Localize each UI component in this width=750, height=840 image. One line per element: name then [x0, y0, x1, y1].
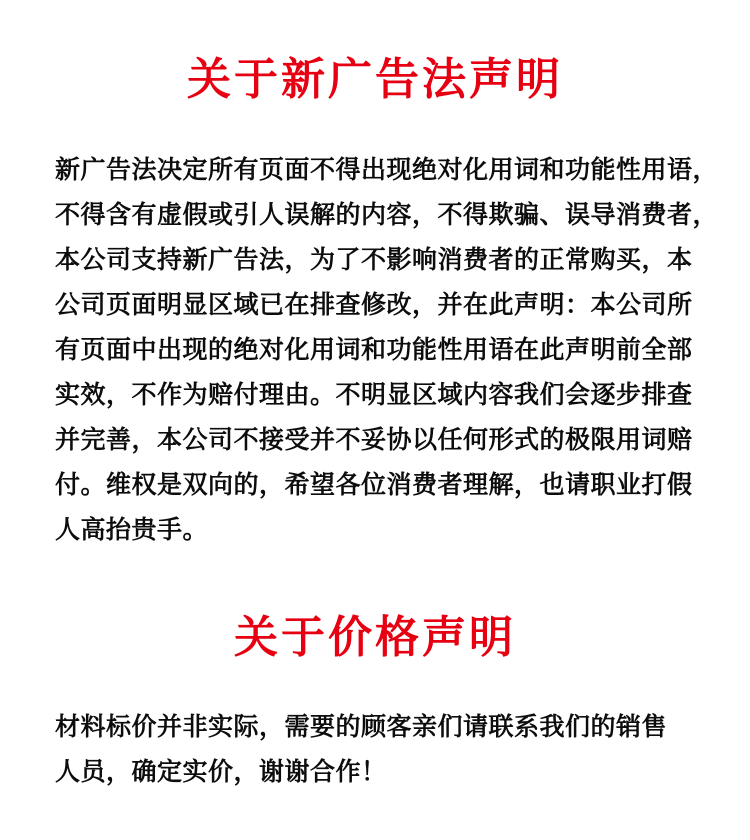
ad-law-statement-line: 实效，不作为赔付理由。不明显区域内容我们会逐步排查: [55, 381, 693, 409]
ad-law-statement-line: 付。维权是双向的，希望各位消费者理解，也请职业打假: [55, 471, 693, 499]
ad-law-statement-line: 有页面中出现的绝对化用词和功能性用语在此声明前全部: [55, 336, 693, 364]
price-title: 关于价格声明: [234, 613, 516, 662]
ad-law-statement-line: 人高抬贵手。: [55, 516, 209, 544]
price-statement: [55, 705, 700, 795]
price-statement-line: 人员，确定实价，谢谢合作！: [55, 758, 387, 786]
ad-law-statement-line: 新广告法决定所有页面不得出现绝对化用词和功能性用语，: [55, 156, 719, 184]
ad-law-statement-line: 公司页面明显区域已在排查修改，并在此声明：本公司所: [55, 291, 693, 319]
ad-law-statement-line: 本公司支持新广告法，为了不影响消费者的正常购买，本: [55, 246, 693, 274]
ad-law-statement: [55, 148, 719, 553]
ad-law-title: 关于新广告法声明: [187, 55, 563, 104]
ad-law-statement-line: 并完善，本公司不接受并不妥协以任何形式的极限用词赔: [55, 426, 693, 454]
ad-law-statement-line: 不得含有虚假或引人误解的内容，不得欺骗、误导消费者，: [55, 201, 719, 229]
price-statement-line: 材料标价并非实际，需要的顾客亲们请联系我们的销售: [55, 713, 668, 741]
